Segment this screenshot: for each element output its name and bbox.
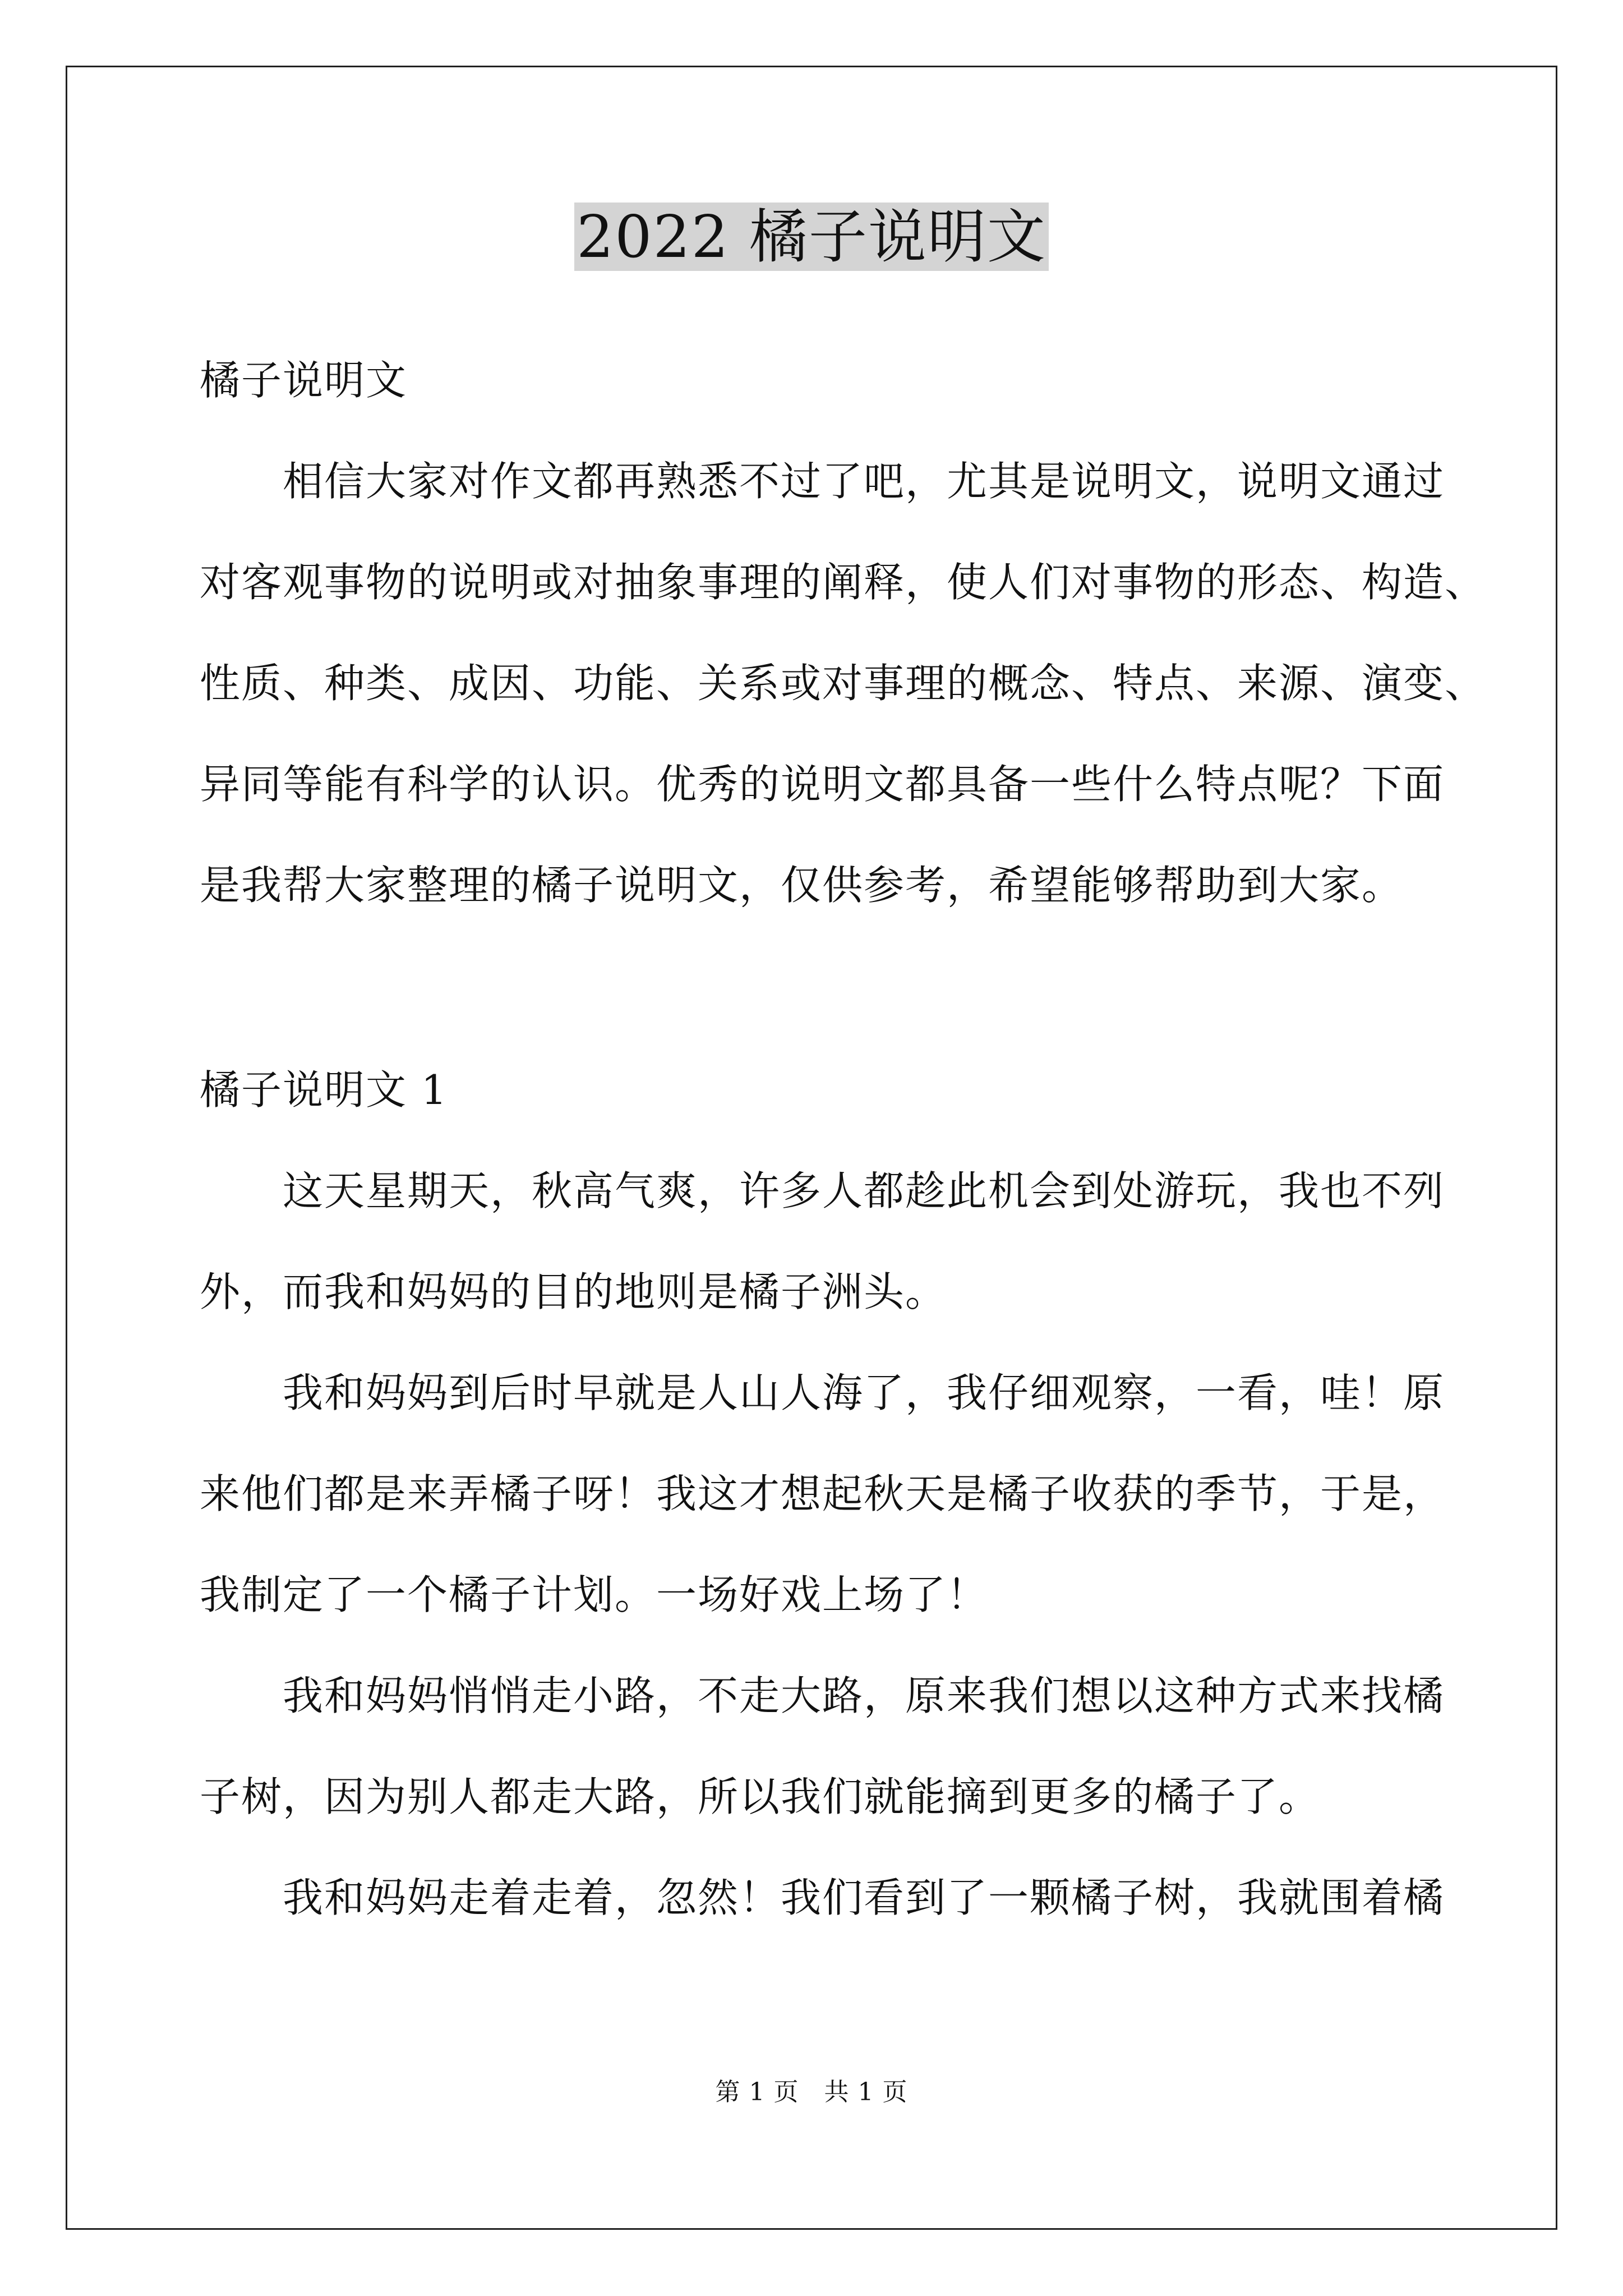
body-line-6: 我和妈妈悄悄走小路，不走大路，原来我们想以这种方式来找橘 <box>283 1672 1445 1719</box>
page-number: 第 1 页 共 1 页 <box>715 2078 908 2106</box>
section-heading: 橘子说明文 1 <box>200 1066 448 1114</box>
intro-line-1: 相信大家对作文都再熟悉不过了吧，尤其是说明文，说明文通过 <box>283 458 1445 505</box>
body-line-5: 我制定了一个橘子计划。一场好戏上场了！ <box>200 1571 989 1618</box>
body-line-3: 我和妈妈到后时早就是人山人海了，我仔细观察，一看，哇！原 <box>283 1369 1445 1416</box>
body-line-7: 子树，因为别人都走大路，所以我们就能摘到更多的橘子了。 <box>200 1773 1321 1820</box>
body-line-8: 我和妈妈走着走着，忽然！我们看到了一颗橘子树，我就围着橘 <box>283 1874 1445 1921</box>
body-line-2: 外，而我和妈妈的目的地则是橘子洲头。 <box>200 1268 947 1315</box>
intro-line-2: 对客观事物的说明或对抽象事理的阐释，使人们对事物的形态、构造、 <box>200 559 1487 606</box>
body-line-4: 来他们都是来弄橘子呀！我这才想起秋天是橘子收获的季节，于是， <box>200 1470 1445 1517</box>
body-line-1: 这天星期天，秋高气爽，许多人都趁此机会到处游玩，我也不列 <box>283 1167 1445 1214</box>
intro-line-5: 是我帮大家整理的橘子说明文，仅供参考，希望能够帮助到大家。 <box>200 862 1404 909</box>
intro-line-3: 性质、种类、成因、功能、关系或对事理的概念、特点、来源、演变、 <box>200 660 1487 707</box>
intro-line-4: 异同等能有科学的认识。优秀的说明文都具备一些什么特点呢？下面 <box>200 761 1445 808</box>
subtitle: 橘子说明文 <box>200 357 408 404</box>
document-title <box>0 197 1623 276</box>
document-title-text: 2022 橘子说明文 <box>574 203 1049 271</box>
